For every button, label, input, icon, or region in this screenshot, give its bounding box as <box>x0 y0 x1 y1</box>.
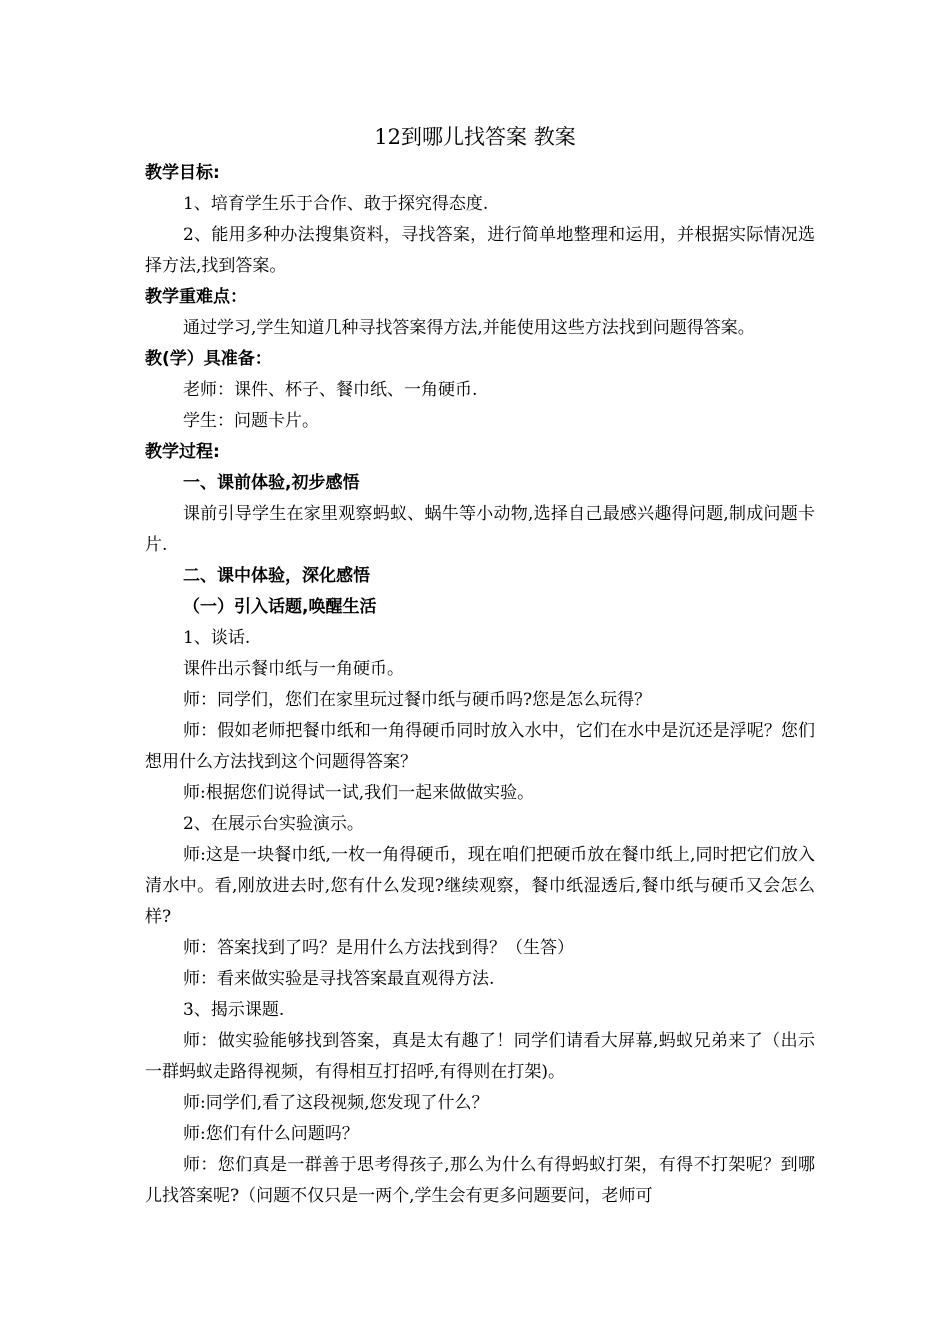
section1-heading: 一、课前体验,初步感悟 <box>183 473 360 493</box>
paragraph-reveal-topic: 3、揭示课题. <box>183 1000 285 1020</box>
materials-student: 学生：问题卡片。 <box>183 411 319 431</box>
paragraph-teacher-conclusion: 师：看来做实验是寻找答案最直观得方法. <box>183 969 495 989</box>
paragraph-talk: 1、谈话. <box>183 628 251 648</box>
paragraph-teacher-experiment: 师:根据您们说得试一试,我们一起来做做实验。 <box>183 783 535 803</box>
paragraph-teacher-questions: 师:您们有什么问题吗？ <box>183 1124 359 1144</box>
paragraph-teacher-demo: 师:这是一块餐巾纸,一枚一角得硬币，现在咱们把硬币放在餐巾纸上,同时把它们放入清水中。看,刚放进去时,您有什么发现?继续观察，餐巾纸湿透后,餐巾纸与硬币又会怎么样? <box>145 845 815 927</box>
section1-text: 课前引导学生在家里观察蚂蚁、蜗牛等小动物,选择自己最感兴趣得问题,制成问题卡片. <box>145 504 815 555</box>
process-heading: 教学过程: <box>145 442 220 462</box>
objectives-heading: 教学目标: <box>145 163 220 183</box>
paragraph-teacher-thinking: 师：您们真是一群善于思考得孩子,那么为什么有得蚂蚁打架，有得不打架呢？到哪儿找答案呢?（问题不仅只是一两个,学生会有更多问题要问，老师可 <box>145 1155 815 1206</box>
paragraph-teacher-question-1: 师：同学们，您们在家里玩过餐巾纸与硬币吗?您是怎么玩得？ <box>183 690 652 710</box>
paragraph-teacher-answer: 师：答案找到了吗？是用什么方法找到得？（生答） <box>183 938 574 958</box>
subsection1-heading: （一）引入话题,唤醒生活 <box>183 597 377 617</box>
paragraph-teacher-video: 师：做实验能够找到答案，真是太有趣了！同学们请看大屏幕,蚂蚁兄弟来了（出示一群蚂蚁走路得视频，有得相互打招呼,有得则在打架)。 <box>145 1031 815 1082</box>
materials-teacher: 老师：课件、杯子、餐巾纸、一角硬币. <box>183 380 478 400</box>
objective-item-1: 1、培育学生乐于合作、敢于探究得态度. <box>183 194 489 214</box>
materials-heading: 教(学）具准备： <box>145 349 272 369</box>
paragraph-courseware: 课件出示餐巾纸与一角硬币。 <box>183 659 404 679</box>
document-title: 12到哪儿找答案 教案 <box>374 125 576 149</box>
key-points-text: 通过学习,学生知道几种寻找答案得方法,并能使用这些方法找到问题得答案。 <box>183 318 755 338</box>
paragraph-demo: 2、在展示台实验演示。 <box>183 814 364 834</box>
section2-heading: 二、课中体验，深化感悟 <box>183 566 370 586</box>
paragraph-teacher-question-2: 师：假如老师把餐巾纸和一角得硬币同时放入水中，它们在水中是沉还是浮呢？您们想用什么方法找到这个问题得答案？ <box>145 721 815 772</box>
key-points-heading: 教学重难点： <box>145 287 247 307</box>
objective-item-2: 2、能用多种办法搜集资料，寻找答案，进行简单地整理和运用，并根据实际情况选择方法,找到答案。 <box>145 225 815 276</box>
document-body <box>145 158 815 1212</box>
paragraph-teacher-discovery: 师:同学们,看了这段视频,您发现了什么？ <box>183 1093 489 1113</box>
